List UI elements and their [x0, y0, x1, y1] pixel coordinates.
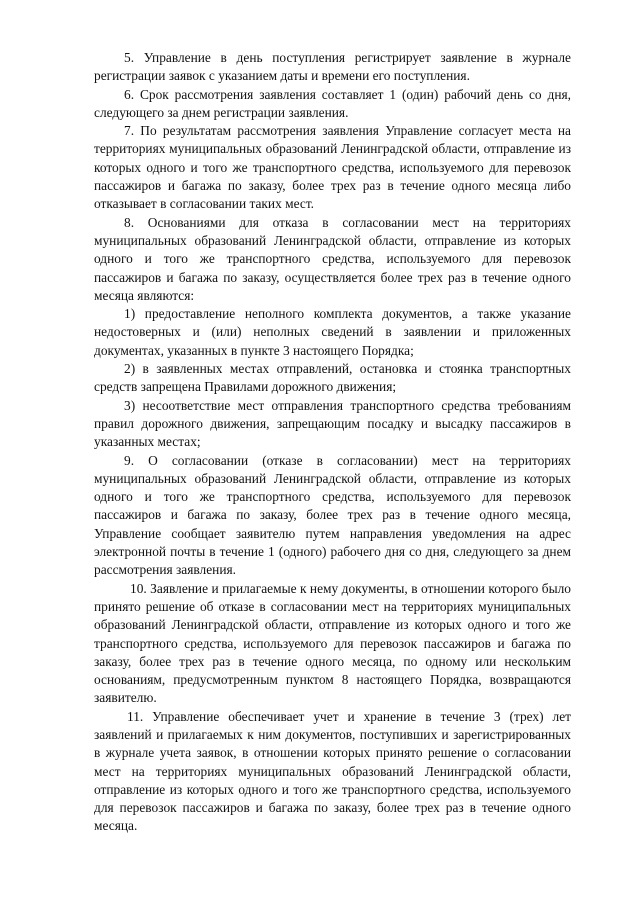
document-body — [94, 49, 571, 836]
paragraph-9: 9. О согласовании (отказе в согласовании) мест на территориях муниципальных образований Ленинградской области, отправление из которых одного и того же транспортного средства, используемого для перевозок пассажиров и багажа по заказу, более трех раз в течение одного месяца, Управление сообщает заявителю путем направления уведомления на адрес электронной почты в течение 1 (одного) рабочего дня со дня, следующего за днем рассмотрения заявления. — [94, 452, 571, 578]
paragraph-8-item-3: 3) несоответствие мест отправления транспортного средства требованиям правил дорожного движения, запрещающим посадку и высадку пассажиров в указанных местах; — [94, 397, 571, 450]
paragraph-5: 5. Управление в день поступления регистрирует заявление в журнале регистрации заявок с указанием даты и времени его поступления. — [94, 50, 571, 84]
paragraph-11: 11. Управление обеспечивает учет и хранение в течение 3 (трех) лет заявлений и прилагаемых к ним документов, поступивших и зарегистрированных в журнале учета заявок, в отношении которых принято решение о согласовании мест на территориях муниципальных образований Ленинградской области, отправление из которых одного и того же транспортного средства, используемого для перевозок пассажиров и багажа по заказу, более трех раз в течение одного месяца. — [94, 708, 571, 834]
paragraph-8-item-2: 2) в заявленных местах отправлений, остановка и стоянка транспортных средств запрещена Правилами дорожного движения; — [94, 361, 571, 395]
paragraph-6: 6. Срок рассмотрения заявления составляет 1 (один) рабочий день со дня, следующего за днем регистрации заявления. — [94, 86, 571, 120]
paragraph-7: 7. По результатам рассмотрения заявления Управление согласует места на территориях муниципальных образований Ленинградской области, отправление из которых одного и того же транспортного средства, используемого для перевозок пассажиров и багажа по заказу, более трех раз в течение одного месяца либо отказывает в согласовании таких мест. — [94, 123, 571, 212]
paragraph-8-item-1: 1) предоставление неполного комплекта документов, а также указание недостоверных и (или) неполных сведений в заявлении и приложенных документах, указанных в пункте 3 настоящего Порядка; — [94, 306, 571, 358]
paragraph-10: 10. Заявление и прилагаемые к нему документы, в отношении которого было принято решение об отказе в согласовании мест на территориях муниципальных образований Ленинградской области, отправление из которых одного и того же транспортного средства, используемого для перевозок пассажиров и багажа по заказу, более трех раз в течение одного месяца, по одному или нескольким основаниям, предусмотренным пунктом 8 настоящего Порядка, возвращаются заявителю. — [94, 580, 571, 706]
paragraph-8: 8. Основаниями для отказа в согласовании мест на территориях муниципальных образований Ленинградской области, отправление из которых одного и того же транспортного средства, используемого для перевозок пассажиров и багажа по заказу, осуществляется более трех раз в течение одного месяца являются: — [94, 214, 571, 303]
